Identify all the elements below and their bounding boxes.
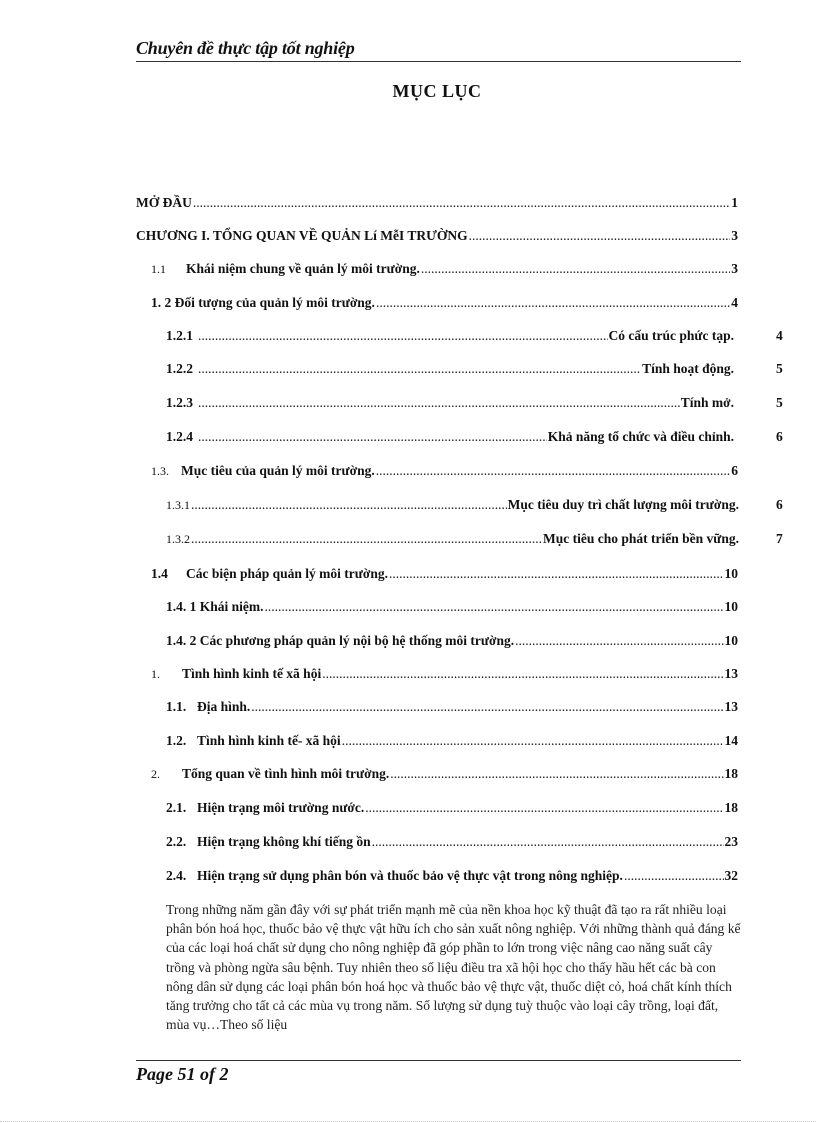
toc-entry-text: Hiện trạng môi trường nước.	[197, 800, 365, 815]
toc-entry-number: 2.1.	[166, 800, 187, 815]
toc-leader-dots	[191, 530, 542, 548]
toc-page-number: 13	[724, 666, 738, 681]
toc-leader-dots	[421, 260, 730, 278]
toc-entry-number: 1.3.	[151, 464, 169, 478]
toc-leader-dots	[376, 462, 731, 480]
toc-leader-dots	[365, 799, 723, 817]
toc-leader-dots	[265, 598, 724, 616]
toc-page-number: 6	[731, 463, 738, 478]
header-divider	[136, 61, 741, 62]
toc-entry-1-1[interactable]	[151, 260, 738, 278]
toc-leader-dots	[322, 665, 723, 683]
toc-entry-number: 1.2.1	[166, 328, 193, 343]
toc-entry-ii-1-1[interactable]	[166, 698, 738, 716]
toc-page-number: 1	[731, 195, 738, 210]
toc-page-number: 13	[724, 699, 738, 714]
toc-leader-dots	[251, 698, 723, 716]
toc-leader-dots	[198, 360, 641, 378]
toc-entry-number: 2.	[151, 767, 160, 781]
toc-entry-text: Khả năng tổ chức và điều chỉnh.	[547, 429, 734, 444]
body-paragraph: Trong những năm gần đây với sự phát triển mạnh mẽ của nền khoa học kỹ thuật đã tạo ra rất nhiều loại phân bón hoá học, thuốc bảo vệ thực vật hữu ích cho sản xuất nông nghiệp. Với những thành quả đáng kể của các loại hoá chất sử dụng cho nông nghiệp đã góp phần to lớn trong việc nâng cao năng suất cây trồng và phòng ngừa sâu bệnh. Tuy nhiên theo số liệu điều tra xã hội học cho thấy hầu hết các bà con nông dân sử dụng các loại phân bón hoá học và thuốc bảo vệ thực vật, thuốc diệt cỏ, hoá chất kính thích tăng trưởng cho tất cả các mùa vụ trong năm. Số lượng sử dụng tuỳ thuộc vào loại cây trồng, loại đất, mùa vụ…Theo số liệu	[166, 902, 741, 1033]
toc-entry-number: 1.3.1	[166, 498, 190, 512]
toc-entry-text: 1.4. 1 Khái niệm.	[166, 599, 264, 614]
toc-leader-dots	[191, 496, 507, 514]
toc-entry-text: Mục tiêu cho phát triển bền vững.	[543, 531, 739, 546]
toc-entry-text: Mục tiêu duy trì chất lượng môi trường.	[507, 497, 739, 512]
toc-entry-number: 1.2.	[166, 733, 187, 748]
toc-leader-dots	[515, 632, 723, 650]
toc-entry-number: 1.1	[151, 262, 166, 276]
toc-entry-1-3[interactable]	[151, 462, 738, 480]
toc-entry-text: Tình hình kinh tế xã hội	[182, 666, 322, 681]
toc-page-number: 4	[731, 295, 738, 310]
toc-entry-1-4-1[interactable]	[166, 598, 738, 616]
page-title: MỤC LỤC	[392, 81, 482, 101]
toc-entry-text: Địa hình.	[197, 699, 251, 714]
toc-entry-text: Tình hình kinh tế- xã hội	[197, 733, 341, 748]
toc-entry-number: 1.3.2	[166, 532, 190, 546]
toc-leader-dots	[193, 194, 730, 212]
toc-page-number: 6	[776, 497, 783, 512]
toc-page-number: 5	[776, 395, 783, 410]
toc-entry-number: 1.4	[151, 566, 168, 581]
toc-entry-1-2-4[interactable]	[166, 428, 734, 446]
page-bottom-edge	[0, 1121, 816, 1122]
toc-entry-text: Khái niệm chung về quản lý môi trường.	[186, 261, 420, 276]
toc-entry-ii-1-2[interactable]	[166, 732, 738, 750]
toc-entry-text: Tính hoạt động.	[642, 361, 734, 376]
toc-leader-dots	[342, 732, 724, 750]
toc-page-number: 6	[776, 429, 783, 444]
toc-entry-chuong-1[interactable]	[136, 227, 738, 245]
toc-entry-text: MỞ ĐẦU	[136, 195, 192, 210]
toc-page-number: 18	[724, 800, 738, 815]
running-header-title: Chuyên đề thực tập tốt nghiệp	[136, 38, 355, 58]
toc-entry-text: 1.4. 2 Các phương pháp quản lý nội bộ hệ thống môi trường.	[166, 633, 515, 648]
toc-leader-dots	[198, 428, 547, 446]
toc-entry-text: Hiện trạng không khí tiếng ồn	[197, 834, 371, 849]
toc-page-number: 4	[776, 328, 783, 343]
toc-entry-ii-2-4[interactable]	[166, 867, 738, 885]
footer-divider	[136, 1060, 741, 1061]
toc-page-number: 32	[724, 868, 738, 883]
toc-page-number: 23	[724, 834, 738, 849]
toc-entry-number: 1.2.2	[166, 361, 193, 376]
toc-entry-ii-2-1[interactable]	[166, 799, 738, 817]
toc-page-number: 10	[724, 633, 738, 648]
toc-entry-text: Tổng quan về tình hình môi trường.	[182, 766, 390, 781]
toc-entry-1-3-2[interactable]	[166, 530, 739, 548]
toc-page-number: 3	[731, 261, 738, 276]
toc-leader-dots	[624, 867, 724, 885]
toc-page-number: 18	[724, 766, 738, 781]
toc-entry-text: Mục tiêu của quản lý môi trường.	[181, 463, 375, 478]
toc-leader-dots	[390, 765, 723, 783]
toc-page-number: 10	[724, 599, 738, 614]
toc-page-number: 10	[724, 566, 738, 581]
page-footer-number: Page 51 of 2	[136, 1064, 229, 1084]
toc-entry-ii-1[interactable]	[151, 665, 738, 683]
toc-leader-dots	[389, 565, 724, 583]
toc-entry-text: CHƯƠNG I. TỔNG QUAN VỀ QUẢN Lí MễI TRƯỜNG	[136, 228, 468, 243]
toc-entry-text: Hiện trạng sử dụng phân bón và thuốc bảo vệ thực vật trong nông nghiệp.	[197, 868, 623, 883]
toc-entry-1-3-1[interactable]	[166, 496, 739, 514]
toc-entry-mo-dau[interactable]	[136, 194, 738, 212]
toc-page-number: 3	[731, 228, 738, 243]
toc-entry-number: 1.2.4	[166, 429, 193, 444]
toc-entry-1-4-2[interactable]	[166, 632, 738, 650]
toc-entry-1-2[interactable]	[151, 294, 738, 312]
toc-entry-number: 1.2.3	[166, 395, 193, 410]
toc-entry-ii-2-2[interactable]	[166, 833, 738, 851]
toc-page-number: 7	[776, 531, 783, 546]
toc-entry-text: Tính mở.	[680, 395, 734, 410]
toc-page-number: 5	[776, 361, 783, 376]
toc-entry-number: 2.2.	[166, 834, 187, 849]
toc-page-number: 14	[724, 733, 738, 748]
toc-entry-number: 1.	[151, 667, 160, 681]
toc-leader-dots	[198, 394, 680, 412]
toc-entry-1-2-2[interactable]	[166, 360, 734, 378]
toc-leader-dots	[469, 227, 731, 245]
toc-leader-dots	[376, 294, 730, 312]
toc-entry-1-2-1[interactable]	[166, 327, 734, 345]
toc-leader-dots	[372, 833, 724, 851]
toc-entry-number: 2.4.	[166, 868, 187, 883]
toc-entry-1-4[interactable]	[151, 565, 738, 583]
toc-entry-1-2-3[interactable]	[166, 394, 734, 412]
toc-leader-dots	[198, 327, 608, 345]
toc-entry-ii-2[interactable]	[151, 765, 738, 783]
toc-entry-number: 1.1.	[166, 699, 187, 714]
toc-entry-text: Có cấu trúc phức tạp.	[608, 328, 734, 343]
toc-entry-text: Các biện pháp quản lý môi trường.	[186, 566, 388, 581]
toc-entry-text: 1. 2 Đối tượng của quản lý môi trường.	[151, 295, 375, 310]
